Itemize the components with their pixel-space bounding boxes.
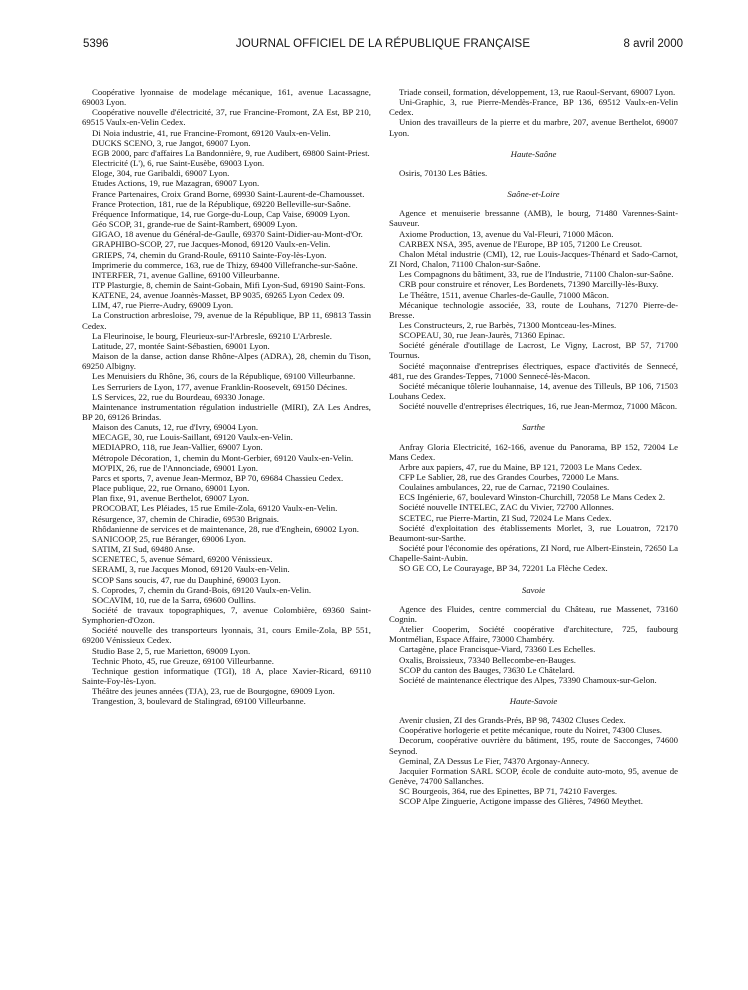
- list-item: Société maçonnaise d'entreprises électriques, espace d'activités de Sennecé, 481, rue des Grandes-Teppes, 71000 Sennecé-lès-Macon.: [389, 360, 678, 381]
- list-item: Maison des Canuts, 12, rue d'Ivry, 69004 Lyon.: [92, 422, 259, 433]
- savoie-entry-list: [389, 604, 678, 685]
- list-item: Oxalis, Broissieux, 73340 Bellecombe-en-Bauges.: [399, 654, 576, 665]
- list-item: LIM, 47, rue Pierre-Audry, 69009 Lyon.: [92, 300, 234, 311]
- list-item: Imprimerie du commerce, 163, rue de Thizy, 69400 Villefranche-sur-Saône.: [92, 259, 358, 270]
- list-item: SANICOOP, 25, rue Béranger, 69006 Lyon.: [92, 533, 246, 544]
- list-item: MECAGE, 30, rue Louis-Saillant, 69120 Vaulx-en-Velin.: [92, 432, 293, 443]
- list-item: Coulaines ambulances, 22, rue de Carnac, 72190 Coulaines.: [399, 482, 610, 493]
- list-item: Société de maintenance électrique des Alpes, 73390 Chamoux-sur-Gelon.: [399, 674, 657, 685]
- list-item: Les Serruriers de Lyon, 177, avenue Franklin-Roosevelt, 69150 Décines.: [92, 381, 348, 392]
- left-entry-list: [82, 87, 371, 707]
- list-item: Union des travailleurs de la pierre et du marbre, 207, avenue Berthelot, 69007 Lyon.: [389, 117, 678, 138]
- right-column: [389, 87, 678, 807]
- list-item: Fréquence Informatique, 14, rue Gorge-du-Loup, Cap Vaise, 69009 Lyon.: [92, 208, 350, 219]
- left-column: [82, 87, 371, 707]
- list-item: SATIM, ZI Sud, 69480 Anse.: [92, 544, 195, 555]
- list-item: France Partenaires, Croix Grand Borne, 69930 Saint-Laurent-de-Chamousset.: [92, 188, 365, 199]
- list-item: Chalon Métal industrie (CMI), 12, rue Louis-Jacques-Thénard et Sado-Carnot, ZI Nord, Chalon, 71100 Chalon-sur-Saône.: [389, 248, 678, 270]
- list-item: Les Compagnons du bâtiment, 33, rue de l'Industrie, 71100 Chalon-sur-Saône.: [399, 269, 674, 280]
- list-item: Société pour l'économie des opérations, ZI Nord, rue Albert-Einstein, 72650 La Chapelle-Saint-Aubin.: [389, 543, 678, 564]
- list-item: Avenir clusien, ZI des Grands-Prés, BP 98, 74302 Cluses Cedex.: [399, 715, 626, 726]
- list-item: Le Théâtre, 1511, avenue Charles-de-Gaulle, 71000 Mâcon.: [399, 289, 609, 300]
- list-item: Arbre aux papiers, 47, rue du Maine, BP 121, 72003 Le Mans Cedex.: [399, 461, 642, 472]
- list-item: DUCKS SCENO, 3, rue Jangot, 69007 Lyon.: [92, 137, 251, 148]
- list-item: Cartagène, place Francisque-Viard, 73360 Les Echelles.: [399, 644, 596, 655]
- list-item: Géo SCOP, 31, grande-rue de Saint-Rambert, 69009 Lyon.: [92, 219, 298, 230]
- list-item: Etudes Actions, 19, rue Mazagran, 69007 Lyon.: [92, 178, 260, 189]
- list-item: Coopérative lyonnaise de modelage mécanique, 161, avenue Lacassagne, 69003 Lyon.: [82, 87, 371, 108]
- section-heading-savoie: Savoie: [521, 584, 546, 595]
- list-item: INTERFER, 71, avenue Galline, 69100 Villeurbanne.: [92, 269, 280, 280]
- list-item: S. Coprodes, 7, chemin du Grand-Bois, 69120 Vaulx-en-Velin.: [92, 584, 312, 595]
- list-item: Atelier Cooperim, Société coopérative d'architecture, 725, faubourg Montmélian, Espace Affaire, 73000 Chambéry.: [389, 624, 678, 645]
- list-item: Studio Base 2, 5, rue Marietton, 69009 Lyon.: [92, 645, 251, 656]
- list-item: MO'PIX, 26, rue de l'Annonciade, 69001 Lyon.: [92, 462, 258, 473]
- list-item: Place publique, 22, rue Ornano, 69001 Lyon.: [92, 483, 250, 494]
- list-item: SC Bourgeois, 364, rue des Epinettes, BP 71, 74210 Faverges.: [399, 786, 618, 797]
- list-item: Anfray Gloria Electricité, 162-166, avenue du Panorama, BP 152, 72004 Le Mans Cedex.: [389, 441, 678, 462]
- page-header: [83, 38, 683, 56]
- list-item: SO GE CO, Le Courayage, BP 34, 72201 La Flèche Cedex.: [399, 563, 608, 574]
- list-item: Théâtre des jeunes années (TJA), 23, rue de Bourgogne, 69009 Lyon.: [92, 686, 335, 697]
- section-heading-haute-savoie: Haute-Savoie: [509, 695, 558, 706]
- list-item: Résurgence, 37, chemin de Chiradie, 69530 Brignais.: [92, 513, 279, 524]
- list-item: GRAPHIBO-SCOP, 27, rue Jacques-Monod, 69120 Vaulx-en-Velin.: [92, 239, 331, 250]
- list-item: Electricité (L'), 6, rue Saint-Eusèbe, 69003 Lyon.: [92, 158, 265, 169]
- list-item: LS Services, 22, rue du Bourdeau, 69330 Jonage.: [92, 391, 265, 402]
- list-item: GRIEPS, 74, chemin du Grand-Roule, 69110 Sainte-Foy-lès-Lyon.: [92, 249, 327, 260]
- haute-saone-entry-list: [389, 168, 678, 178]
- list-item: Société nouvelle d'entreprises électriques, 16, rue Jean-Mermoz, 71000 Mâcon.: [399, 401, 678, 412]
- list-item: Trangestion, 3, boulevard de Stalingrad, 69100 Villeurbanne.: [92, 696, 306, 707]
- list-item: France Protection, 181, rue de la République, 69220 Belleville-sur-Saône.: [92, 198, 351, 209]
- list-item: Latitude, 27, montée Saint-Sébastien, 69001 Lyon.: [92, 340, 270, 351]
- page-number: 5396: [83, 38, 109, 50]
- list-item: Eloge, 304, rue Garibaldi, 69007 Lyon.: [92, 168, 230, 179]
- right-top-entry-list: [389, 87, 678, 138]
- list-item: SERAMI, 3, rue Jacques Monod, 69120 Vaulx-en-Velin.: [92, 564, 290, 575]
- list-item: Société nouvelle INTELEC, ZAC du Vivier, 72700 Allonnes.: [399, 502, 614, 513]
- list-item: PROCOBAT, Les Pléiades, 15 rue Emile-Zola, 69120 Vaulx-en-Velin.: [92, 503, 338, 514]
- list-item: Les Constructeurs, 2, rue Barbès, 71300 Montceau-les-Mines.: [399, 319, 617, 330]
- list-item: Di Noia industrie, 41, rue Francine-Fromont, 69120 Vaulx-en-Velin.: [92, 127, 331, 138]
- section-heading-haute-saone: Haute-Saône: [510, 148, 557, 159]
- list-item: CFP Le Sablier, 28, rue des Grandes Courbes, 72000 Le Mans.: [399, 472, 619, 482]
- list-item: Plan fixe, 91, avenue Berthelot, 69007 Lyon.: [92, 493, 249, 504]
- list-item: ITP Plasturgie, 8, chemin de Saint-Gobain, Mifi Lyon-Sud, 69190 Saint-Fons.: [92, 279, 366, 290]
- list-item: Technique gestion informatique (TGI), 18 A, place Xavier-Ricard, 69110 Sainte-Foy-lès-Lyon.: [82, 665, 371, 687]
- list-item: Société nouvelle des transporteurs lyonnais, 31, cours Emile-Zola, BP 551, 69200 Vénissieux Cedex.: [82, 625, 371, 646]
- list-item: Jacquier Formation SARL SCOP, école de conduite auto-moto, 95, avenue de Genève, 74700 Sallanches.: [389, 765, 678, 787]
- list-item: Uni-Graphic, 3, rue Pierre-Mendès-France, BP 136, 69512 Vaulx-en-Velin Cedex.: [389, 97, 678, 118]
- list-item: SOCAVIM, 10, rue de la Sarra, 69600 Oullins.: [92, 594, 256, 605]
- list-item: CRB pour construire et rénover, Les Bordenets, 71390 Marcilly-lès-Buxy.: [399, 279, 659, 290]
- list-item: GIGAO, 18 avenue du Général-de-Gaulle, 69370 Saint-Didier-au-Mont-d'Or.: [92, 229, 363, 240]
- saone-et-loire-entry-list: [389, 208, 678, 411]
- list-item: Agence des Fluides, centre commercial du Château, rue Massenet, 73160 Cognin.: [389, 603, 678, 624]
- section-heading-sarthe: Sarthe: [522, 422, 545, 433]
- list-item: Mécanique technologie associée, 33, route de Louhans, 71270 Pierre-de-Bresse.: [389, 299, 678, 320]
- list-item: Geminal, ZA Dessus Le Fier, 74370 Argonay-Annecy.: [399, 755, 590, 766]
- list-item: Société mécanique tôlerie louhannaise, 14, avenue des Tilleuls, BP 106, 71503 Louhans Cedex.: [389, 380, 678, 402]
- list-item: Coopérative nouvelle d'électricité, 37, rue Francine-Fromont, ZA Est, BP 210, 69515 Vaulx-en-Velin Cedex.: [82, 107, 371, 128]
- list-item: Métropole Décoration, 1, chemin du Mont-Gerbier, 69120 Vaulx-en-Velin.: [92, 452, 354, 463]
- list-item: Les Menuisiers du Rhône, 36, cours de la République, 69100 Villeurbanne.: [92, 371, 356, 382]
- list-item: MEDIAPRO, 118, rue Jean-Vallier, 69007 Lyon.: [92, 442, 263, 453]
- publication-date: 8 avril 2000: [623, 38, 683, 50]
- list-item: Decorum, coopérative ouvrière du bâtiment, 195, route de Sacconges, 74600 Seynod.: [389, 735, 678, 756]
- list-item: Rhôdanienne de services et de maintenance, 28, rue d'Enghein, 69002 Lyon.: [92, 523, 359, 534]
- list-item: KATENE, 24, avenue Joannès-Masset, BP 9035, 69265 Lyon Cedex 09.: [92, 290, 345, 301]
- journal-title: JOURNAL OFFICIEL DE LA RÉPUBLIQUE FRANÇAISE: [235, 38, 531, 50]
- list-item: Axiome Production, 13, avenue du Val-Fleuri, 71000 Mâcon.: [399, 228, 614, 239]
- list-item: EGB 2000, parc d'affaires La Bandonnière, 9, rue Audibert, 69800 Saint-Priest.: [92, 147, 370, 158]
- sarthe-entry-list: [389, 442, 678, 574]
- list-item: Osiris, 70130 Les Bâties.: [399, 167, 488, 178]
- list-item: SCOP Alpe Zinguerie, Actigone impasse des Glières, 74960 Meythet.: [399, 796, 643, 807]
- list-item: Société de travaux topographiques, 7, avenue Colombière, 69360 Saint-Symphorien-d'Ozon.: [82, 604, 371, 626]
- list-item: SCOP Sans soucis, 47, rue du Dauphiné, 69003 Lyon.: [92, 574, 281, 585]
- list-item: Triade conseil, formation, développement, 13, rue Raoul-Servant, 69007 Lyon.: [399, 87, 676, 97]
- list-item: Maintenance instrumentation régulation industrielle (MIRI), ZA Les Andres, BP 20, 69126 Brindas.: [82, 401, 371, 422]
- list-item: Société générale d'outillage de Lacrost, Le Vigny, Lacrost, BP 57, 71700 Tournus.: [389, 340, 678, 361]
- list-item: Société d'exploitation des établissements Morlet, 3, rue Louatron, 72170 Beaumont-sur-Sarthe.: [389, 522, 678, 543]
- list-item: SCENETEC, 5, avenue Sémard, 69200 Vénissieux.: [92, 554, 273, 565]
- list-item: La Construction arbresloise, 79, avenue de la République, BP 11, 69813 Tassin Cedex.: [82, 310, 371, 331]
- haute-savoie-entry-list: [389, 715, 678, 806]
- list-item: SCETEC, rue Pierre-Martin, ZI Sud, 72024 Le Mans Cedex.: [399, 512, 612, 523]
- list-item: SCOPEAU, 30, rue Jean-Jaurès, 71360 Epinac.: [399, 330, 565, 341]
- list-item: Maison de la danse, action danse Rhône-Alpes (ADRA), 28, chemin du Tison, 69250 Albigny.: [82, 351, 371, 372]
- list-item: Coopérative horlogerie et petite mécanique, route du Noiret, 74300 Cluses.: [399, 725, 662, 736]
- section-heading-saone-et-loire: Saône-et-Loire: [507, 189, 560, 200]
- list-item: Agence et menuiserie bressanne (AMB), le bourg, 71480 Varennes-Saint-Sauveur.: [389, 208, 678, 229]
- list-item: ECS Ingénierie, 67, boulevard Winston-Churchill, 72058 Le Mans Cedex 2.: [399, 492, 666, 503]
- list-item: SCOP du canton des Bauges, 73630 Le Châtelard.: [399, 664, 575, 675]
- list-item: La Fleurinoise, le bourg, Fleurieux-sur-l'Arbresle, 69210 L'Arbresle.: [92, 330, 332, 341]
- list-item: Technic Photo, 45, rue Greuze, 69100 Villeurbanne.: [92, 655, 274, 666]
- list-item: Parcs et sports, 7, avenue Jean-Mermoz, BP 70, 69684 Chassieu Cedex.: [92, 472, 344, 483]
- list-item: CARBEX NSA, 395, avenue de l'Europe, BP 105, 71200 Le Creusot.: [399, 238, 643, 249]
